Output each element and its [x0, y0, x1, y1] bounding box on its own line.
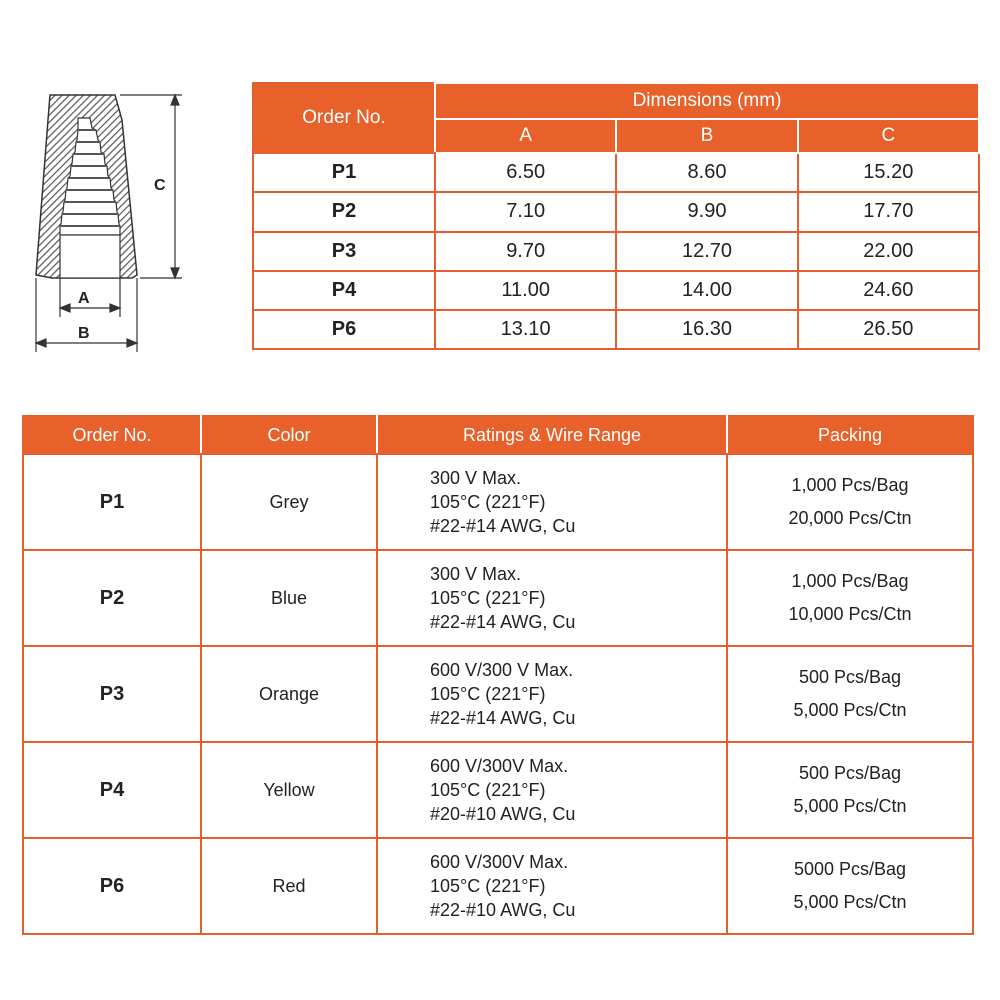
dimensions-table	[252, 82, 980, 350]
ratings-cell	[377, 742, 727, 838]
carton-quantity: 5,000 Pcs/Ctn	[793, 796, 907, 816]
voltage-rating: 600 V/300V Max.	[430, 852, 569, 872]
bag-quantity: 500 Pcs/Bag	[798, 763, 902, 783]
color-cell: Blue	[201, 550, 377, 646]
order-no-cell: P3	[23, 646, 201, 742]
order-no-header: Order No.	[253, 83, 435, 153]
table-row	[253, 192, 979, 231]
packing-header: Packing	[727, 416, 973, 454]
packing-cell	[727, 454, 973, 550]
bag-quantity: 500 Pcs/Bag	[798, 667, 902, 687]
order-no-cell: P2	[253, 192, 435, 231]
dimension-b-cell: 16.30	[616, 310, 797, 349]
temperature-rating: 105°C (221°F)	[430, 780, 546, 800]
bag-quantity: 1,000 Pcs/Bag	[791, 571, 909, 591]
dimension-a-cell: 6.50	[435, 153, 616, 192]
wire-range: #22-#10 AWG, Cu	[430, 900, 576, 920]
order-no-cell: P6	[253, 310, 435, 349]
dimension-c-label: C	[154, 177, 166, 194]
color-cell: Orange	[201, 646, 377, 742]
order-no-cell: P3	[253, 232, 435, 271]
order-no-cell: P1	[23, 454, 201, 550]
color-header: Color	[201, 416, 377, 454]
order-no-cell: P4	[253, 271, 435, 310]
table-row	[23, 454, 973, 550]
packing-cell	[727, 550, 973, 646]
color-cell: Yellow	[201, 742, 377, 838]
dimension-c-cell: 22.00	[798, 232, 979, 271]
dimension-a-cell: 11.00	[435, 271, 616, 310]
temperature-rating: 105°C (221°F)	[430, 876, 546, 896]
order-no-cell: P2	[23, 550, 201, 646]
wire-range: #22-#14 AWG, Cu	[430, 612, 576, 632]
column-c-header: C	[798, 119, 979, 153]
dimension-b-cell: 14.00	[616, 271, 797, 310]
dimension-b-label: B	[78, 325, 90, 342]
table-row	[253, 271, 979, 310]
carton-quantity: 5,000 Pcs/Ctn	[793, 700, 907, 720]
table-row	[23, 646, 973, 742]
dimension-a-cell: 7.10	[435, 192, 616, 231]
specification-table	[22, 415, 974, 935]
table-row	[253, 153, 979, 192]
carton-quantity: 5,000 Pcs/Ctn	[793, 892, 907, 912]
dimension-c-cell: 24.60	[798, 271, 979, 310]
ratings-cell	[377, 454, 727, 550]
packing-cell	[727, 646, 973, 742]
dimensions-group-header: Dimensions (mm)	[435, 83, 979, 119]
table-row	[23, 550, 973, 646]
connector-dimension-diagram	[20, 80, 220, 360]
column-a-header: A	[435, 119, 616, 153]
carton-quantity: 10,000 Pcs/Ctn	[788, 604, 912, 624]
order-no-cell: P6	[23, 838, 201, 934]
connector-mouth	[60, 235, 120, 278]
color-cell: Grey	[201, 454, 377, 550]
dimension-c-cell: 17.70	[798, 192, 979, 231]
table-row	[23, 838, 973, 934]
voltage-rating: 300 V Max.	[430, 468, 522, 488]
temperature-rating: 105°C (221°F)	[430, 684, 546, 704]
temperature-rating: 105°C (221°F)	[430, 588, 546, 608]
ratings-cell	[377, 838, 727, 934]
temperature-rating: 105°C (221°F)	[430, 492, 546, 512]
voltage-rating: 600 V/300V Max.	[430, 756, 569, 776]
dimension-c-cell: 26.50	[798, 310, 979, 349]
order-no-header: Order No.	[23, 416, 201, 454]
dimension-a-cell: 9.70	[435, 232, 616, 271]
packing-cell	[727, 742, 973, 838]
dimension-b-cell: 8.60	[616, 153, 797, 192]
dimension-c-cell: 15.20	[798, 153, 979, 192]
table-row	[253, 310, 979, 349]
voltage-rating: 300 V Max.	[430, 564, 522, 584]
dimension-a-line	[60, 278, 120, 317]
dimension-b-cell: 12.70	[616, 232, 797, 271]
bag-quantity: 1,000 Pcs/Bag	[791, 475, 909, 495]
wire-range: #20-#10 AWG, Cu	[430, 804, 576, 824]
dimension-a-label: A	[78, 290, 90, 307]
color-cell: Red	[201, 838, 377, 934]
table-row	[253, 232, 979, 271]
order-no-cell: P1	[253, 153, 435, 192]
ratings-header: Ratings & Wire Range	[377, 416, 727, 454]
order-no-cell: P4	[23, 742, 201, 838]
carton-quantity: 20,000 Pcs/Ctn	[788, 508, 912, 528]
packing-cell	[727, 838, 973, 934]
column-b-header: B	[616, 119, 797, 153]
table-row	[23, 742, 973, 838]
bag-quantity: 5000 Pcs/Bag	[793, 859, 907, 879]
ratings-cell	[377, 550, 727, 646]
dimension-b-cell: 9.90	[616, 192, 797, 231]
wire-range: #22-#14 AWG, Cu	[430, 708, 576, 728]
wire-range: #22-#14 AWG, Cu	[430, 516, 576, 536]
voltage-rating: 600 V/300 V Max.	[430, 660, 574, 680]
dimension-a-cell: 13.10	[435, 310, 616, 349]
ratings-cell	[377, 646, 727, 742]
